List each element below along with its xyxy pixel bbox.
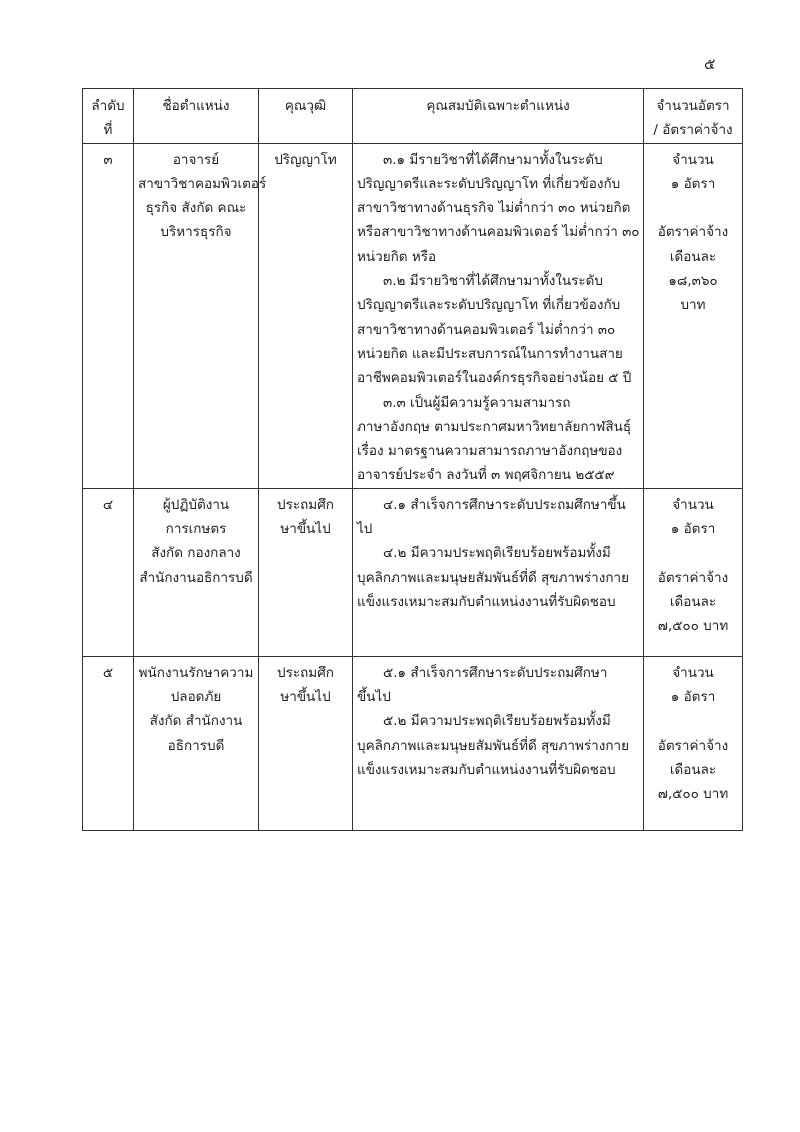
- qualification-line: เรื่อง มาตรฐานความสามารถภาษาอังกฤษของ: [357, 443, 623, 460]
- cell-line: ปลอดภัย: [170, 689, 222, 706]
- cell-line: ๗,๕๐๐ บาท: [657, 618, 729, 635]
- cell-line: ประถมศึก: [277, 496, 334, 513]
- qualification-line: ๕.๒ มีความประพฤติเรียบร้อยพร้อมทั้งมี: [383, 713, 611, 730]
- cell-line: อธิการบดี: [167, 737, 225, 754]
- table-row: [83, 656, 743, 830]
- cell-line: เดือนละ: [669, 761, 717, 778]
- cell-line: บาท: [680, 297, 706, 314]
- qualification-line: ๕.๑ สำเร็จการศึกษาระดับประถมศึกษา: [383, 664, 608, 681]
- cell-line: ๗,๕๐๐ บาท: [657, 786, 729, 803]
- qualification-line: แข็งแรงเหมาะสมกับตำแหน่งงานที่รับผิดชอบ: [357, 593, 616, 610]
- cell-line: ผู้ปฏิบัติงาน: [162, 496, 230, 513]
- qualification-line: ๓.๑ มีรายวิชาที่ได้ศึกษามาทั้งในระดับ: [383, 151, 603, 168]
- cell-line: ๑ อัตรา: [670, 175, 716, 192]
- qualification-line: อาจารย์ประจำ ลงวันที่ ๓ พฤศจิกายน ๒๕๕๙: [357, 467, 615, 484]
- qualifications: [353, 488, 644, 656]
- row-number-text: ๕: [102, 664, 114, 681]
- header-rate: [644, 89, 743, 144]
- cell-line: [648, 196, 738, 220]
- cell-line: อาจารย์: [172, 151, 220, 168]
- table-row: [83, 488, 743, 656]
- cell-line: ๑๘,๓๖๐: [668, 273, 718, 290]
- cell-line: ที่: [103, 122, 113, 139]
- cell-line: คุณสมบัติเฉพาะตำแหน่ง: [426, 98, 570, 114]
- qualification-line: อาชีพคอมพิวเตอร์ในองค์กรธุรกิจอย่างน้อย ๕ ปี: [357, 370, 632, 387]
- cell-line: ษาขึ้นไป: [280, 689, 331, 706]
- cell-line: เดือนละ: [669, 248, 717, 265]
- qualification-line: สาขาวิชาทางด้านคอมพิวเตอร์ ไม่ต่ำกว่า ๓๐: [357, 321, 616, 338]
- header-no: [83, 89, 134, 144]
- position-name: [134, 143, 267, 488]
- position-name: [134, 656, 259, 830]
- qualification-line: ๓.๓ เป็นผู้มีความรู้ความสามารถ: [383, 394, 571, 411]
- row-number-text: ๔: [102, 496, 114, 513]
- cell-line: จำนวน: [672, 664, 714, 681]
- header-qualifications: [353, 89, 644, 144]
- cell-line: จำนวนอัตรา: [656, 98, 730, 114]
- degree: [259, 488, 353, 656]
- row-number: [83, 143, 134, 488]
- positions-table: [82, 88, 743, 831]
- cell-line: การเกษตร: [165, 521, 227, 538]
- qualification-line: บุคลิกภาพและมนุษยสัมพันธ์ที่ดี สุขภาพร่างกาย: [357, 737, 629, 754]
- qualification-line: ๔.๑ สำเร็จการศึกษาระดับประถมศึกษาขึ้น: [383, 496, 626, 513]
- qualification-line: หน่วยกิต หรือ: [357, 248, 437, 265]
- cell-line: / อัตราค่าจ้าง: [653, 122, 733, 139]
- cell-line: ลำดับ: [91, 98, 125, 114]
- cell-line: คุณวุฒิ: [284, 98, 327, 114]
- qualifications: [353, 143, 644, 488]
- cell-line: ๑ อัตรา: [670, 521, 716, 538]
- header-row: [83, 89, 743, 144]
- cell-line: สังกัด สำนักงาน: [149, 713, 243, 730]
- rate: [644, 143, 743, 488]
- cell-line: [648, 541, 738, 565]
- qualification-line: ปริญญาตรีและระดับปริญญาโท ที่เกี่ยวข้องกับ: [357, 175, 621, 192]
- qualification-line: บุคลิกภาพและมนุษยสัมพันธ์ที่ดี สุขภาพร่างกาย: [357, 569, 629, 586]
- row-number-text: ๓: [103, 151, 113, 168]
- cell-line: สำนักงานอธิการบดี: [139, 569, 253, 586]
- position-name: [134, 488, 259, 656]
- cell-line: ธุรกิจ สังกัด คณะ: [145, 200, 247, 217]
- cell-line: ชื่อตำแหน่ง: [162, 98, 230, 114]
- cell-line: ๑ อัตรา: [670, 689, 716, 706]
- qualification-line: ๔.๒ มีความประพฤติเรียบร้อยพร้อมทั้งมี: [383, 545, 611, 562]
- qualification-line: ไป: [357, 521, 373, 538]
- qualification-line: แข็งแรงเหมาะสมกับตำแหน่งงานที่รับผิดชอบ: [357, 761, 616, 778]
- qualifications: [353, 656, 644, 830]
- qualification-line: หน่วยกิต และมีประสบการณ์ในการทำงานสาย: [357, 345, 623, 362]
- degree: [259, 143, 353, 488]
- cell-line: ประถมศึก: [277, 664, 334, 681]
- rate: [644, 488, 743, 656]
- row-number: [83, 488, 134, 656]
- cell-line: จำนวน: [672, 496, 714, 513]
- cell-line: สาขาวิชาคอมพิวเตอร์: [138, 175, 267, 192]
- cell-line: สังกัด กองกลาง: [151, 545, 241, 562]
- cell-line: ษาขึ้นไป: [280, 521, 331, 538]
- page-number: ๕: [704, 55, 716, 73]
- cell-line: อัตราค่าจ้าง: [657, 569, 729, 586]
- cell-line: จำนวน: [672, 151, 714, 168]
- cell-line: ปริญญาโท: [274, 151, 337, 168]
- cell-line: บริหารธุรกิจ: [160, 224, 232, 241]
- row-number: [83, 656, 134, 830]
- cell-line: อัตราค่าจ้าง: [657, 224, 729, 241]
- qualification-line: ภาษาอังกฤษ ตามประกาศมหาวิทยาลัยกาฬสินธุ์: [357, 418, 632, 435]
- cell-line: พนักงานรักษาความ: [138, 664, 254, 681]
- cell-line: เดือนละ: [669, 593, 717, 610]
- rate: [644, 656, 743, 830]
- header-degree: [259, 89, 353, 144]
- cell-line: อัตราค่าจ้าง: [657, 737, 729, 754]
- header-position: [134, 89, 259, 144]
- qualification-line: ๓.๒ มีรายวิชาที่ได้ศึกษามาทั้งในระดับ: [383, 273, 603, 290]
- table-row: [83, 143, 743, 488]
- qualification-line: หรือสาขาวิชาทางด้านคอมพิวเตอร์ ไม่ต่ำกว่า ๓๐: [357, 224, 640, 241]
- qualification-line: สาขาวิชาทางด้านธุรกิจ ไม่ต่ำกว่า ๓๐ หน่วยกิต: [357, 200, 631, 217]
- cell-line: [648, 709, 738, 733]
- qualification-line: ปริญญาตรีและระดับปริญญาโท ที่เกี่ยวข้องกับ: [357, 297, 621, 314]
- qualification-line: ขึ้นไป: [357, 689, 391, 706]
- degree: [259, 656, 353, 830]
